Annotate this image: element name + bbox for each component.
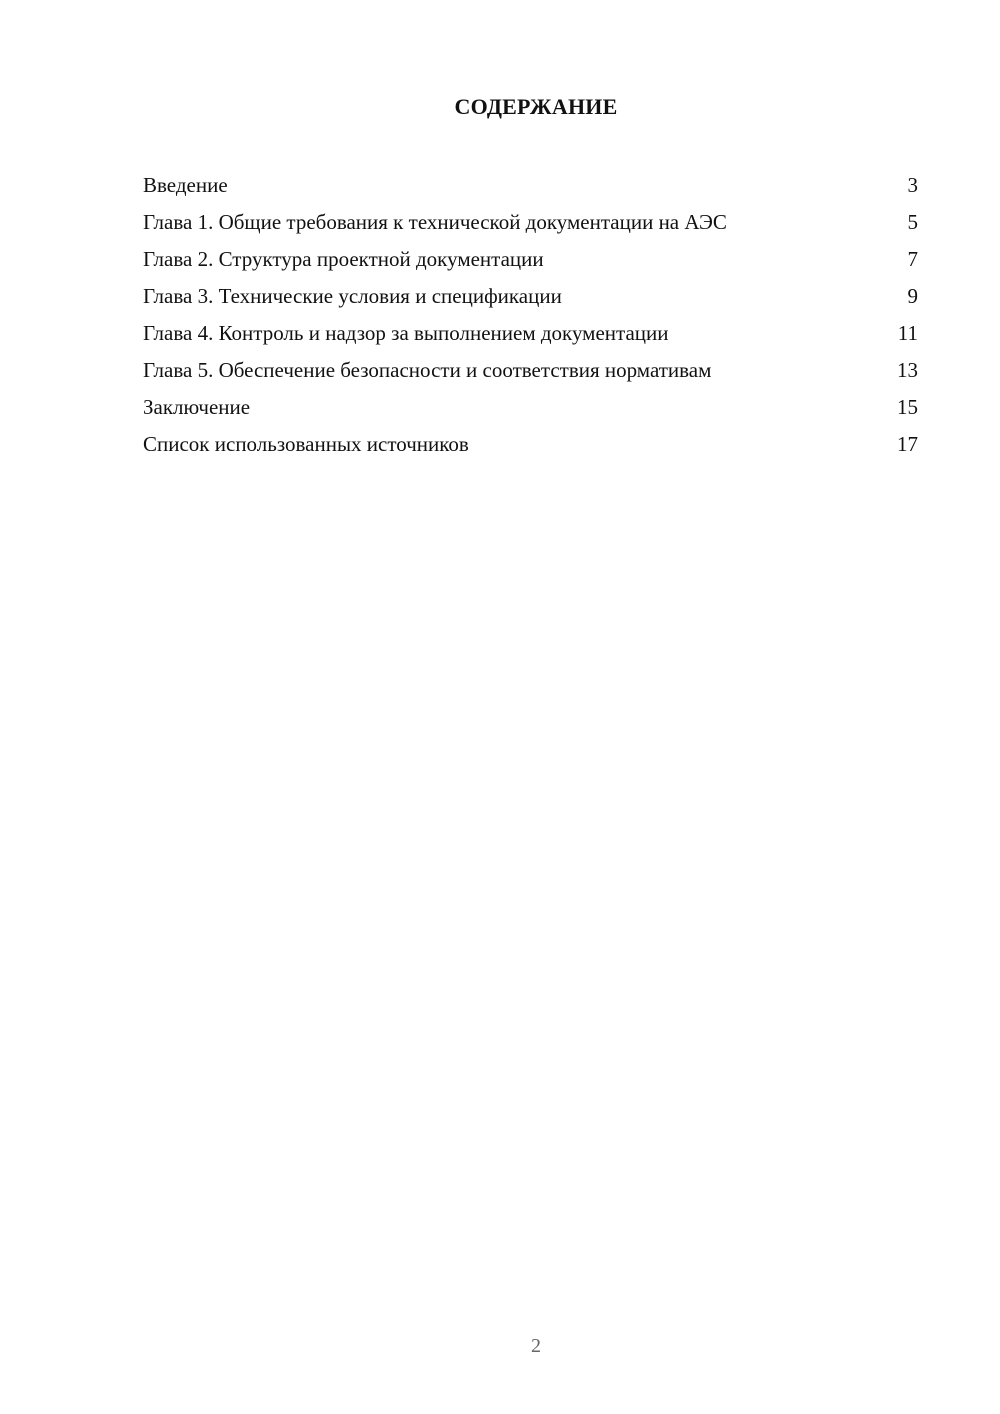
toc-item-label: Заключение (143, 395, 251, 419)
toc-item-page: 11 (897, 321, 918, 345)
toc-item-chapter-4[interactable] (143, 320, 918, 346)
toc-item-page: 9 (907, 284, 918, 308)
toc-item-label: Список использованных источников (143, 432, 469, 456)
toc-item-page: 17 (897, 432, 918, 456)
toc-item-label: Глава 5. Обеспечение безопасности и соответствия нормативам (143, 358, 712, 382)
toc-item-page: 3 (907, 173, 918, 197)
toc-item-label: Глава 1. Общие требования к технической документации на АЭС (143, 210, 727, 234)
toc-item-chapter-2[interactable] (143, 246, 918, 272)
page-number: 2 (531, 1335, 541, 1357)
toc-item-introduction[interactable] (143, 172, 918, 198)
toc-item-label: Введение (143, 173, 228, 197)
toc-item-chapter-5[interactable] (143, 357, 918, 383)
toc-item-label: Глава 3. Технические условия и спецификации (143, 284, 562, 308)
toc-item-references[interactable] (143, 431, 918, 457)
toc-item-chapter-1[interactable] (143, 209, 918, 235)
toc-item-conclusion[interactable] (143, 394, 918, 420)
page-title: СОДЕРЖАНИЕ (454, 94, 618, 119)
toc-item-label: Глава 2. Структура проектной документации (143, 247, 544, 271)
toc-item-label: Глава 4. Контроль и надзор за выполнением документации (143, 321, 669, 345)
toc-item-chapter-3[interactable] (143, 283, 918, 309)
toc-item-page: 15 (897, 395, 918, 419)
toc-item-page: 5 (907, 210, 918, 234)
toc-item-page: 7 (907, 247, 918, 271)
toc-item-page: 13 (897, 358, 918, 382)
table-of-contents (143, 172, 918, 468)
